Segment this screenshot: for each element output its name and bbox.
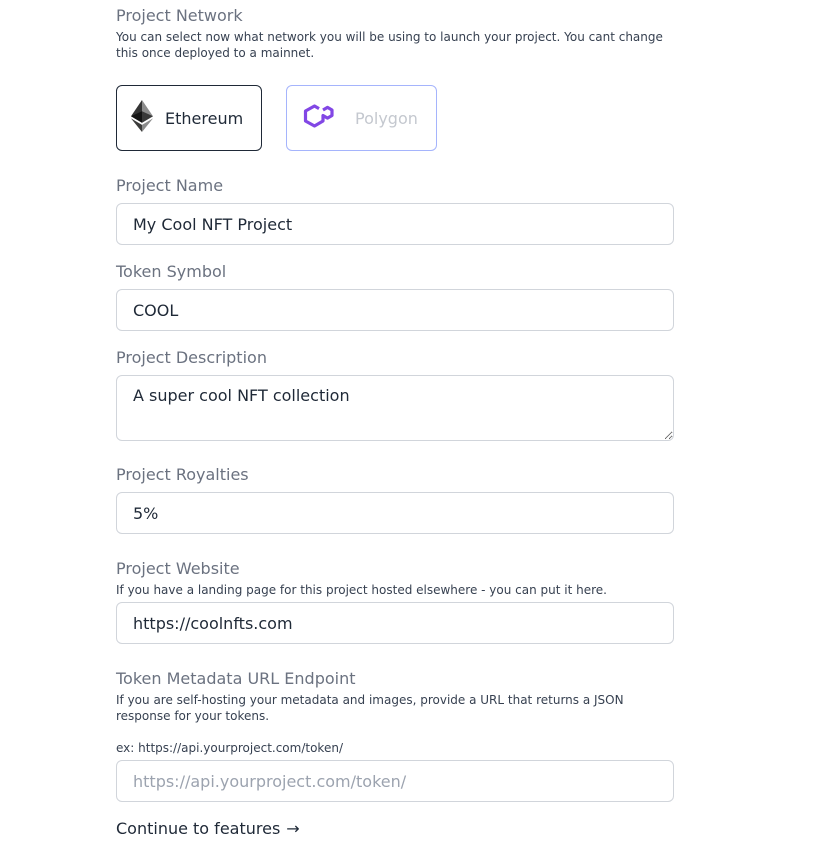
project-website-help-text: If you have a landing page for this project hosted elsewhere - you can put it here. [116, 583, 607, 597]
metadata-url-label: Token Metadata URL Endpoint [116, 669, 356, 688]
metadata-url-input[interactable] [116, 760, 674, 802]
continue-to-features-link[interactable] [116, 819, 300, 838]
ethereum-network-button[interactable] [116, 85, 262, 151]
network-help-text: You can select now what network you will be using to launch your project. You cant change this once deployed to a mainnet. [116, 30, 663, 60]
project-description-label: Project Description [116, 348, 267, 367]
metadata-url-help-text: If you are self-hosting your metadata and images, provide a URL that returns a JSON response for your tokens. [116, 693, 624, 723]
ethereum-icon [131, 100, 153, 136]
polygon-label: Polygon [355, 108, 418, 128]
project-name-label: Project Name [116, 176, 224, 195]
project-website-input[interactable] [116, 602, 674, 644]
token-symbol-label: Token Symbol [116, 262, 227, 281]
token-symbol-input[interactable] [116, 289, 674, 331]
project-royalties-input[interactable] [116, 492, 674, 534]
project-website-label: Project Website [116, 559, 240, 578]
metadata-url-example: ex: https://api.yourproject.com/token/ [116, 741, 343, 755]
project-name-input[interactable] [116, 203, 674, 245]
arrow-right-icon: → [286, 819, 300, 838]
project-royalties-label: Project Royalties [116, 465, 249, 484]
polygon-icon [301, 99, 339, 137]
ethereum-label: Ethereum [165, 108, 244, 128]
network-label: Project Network [116, 6, 243, 25]
project-description-textarea[interactable] [116, 375, 674, 441]
continue-label: Continue to features [116, 819, 281, 838]
polygon-network-button[interactable] [286, 85, 437, 151]
